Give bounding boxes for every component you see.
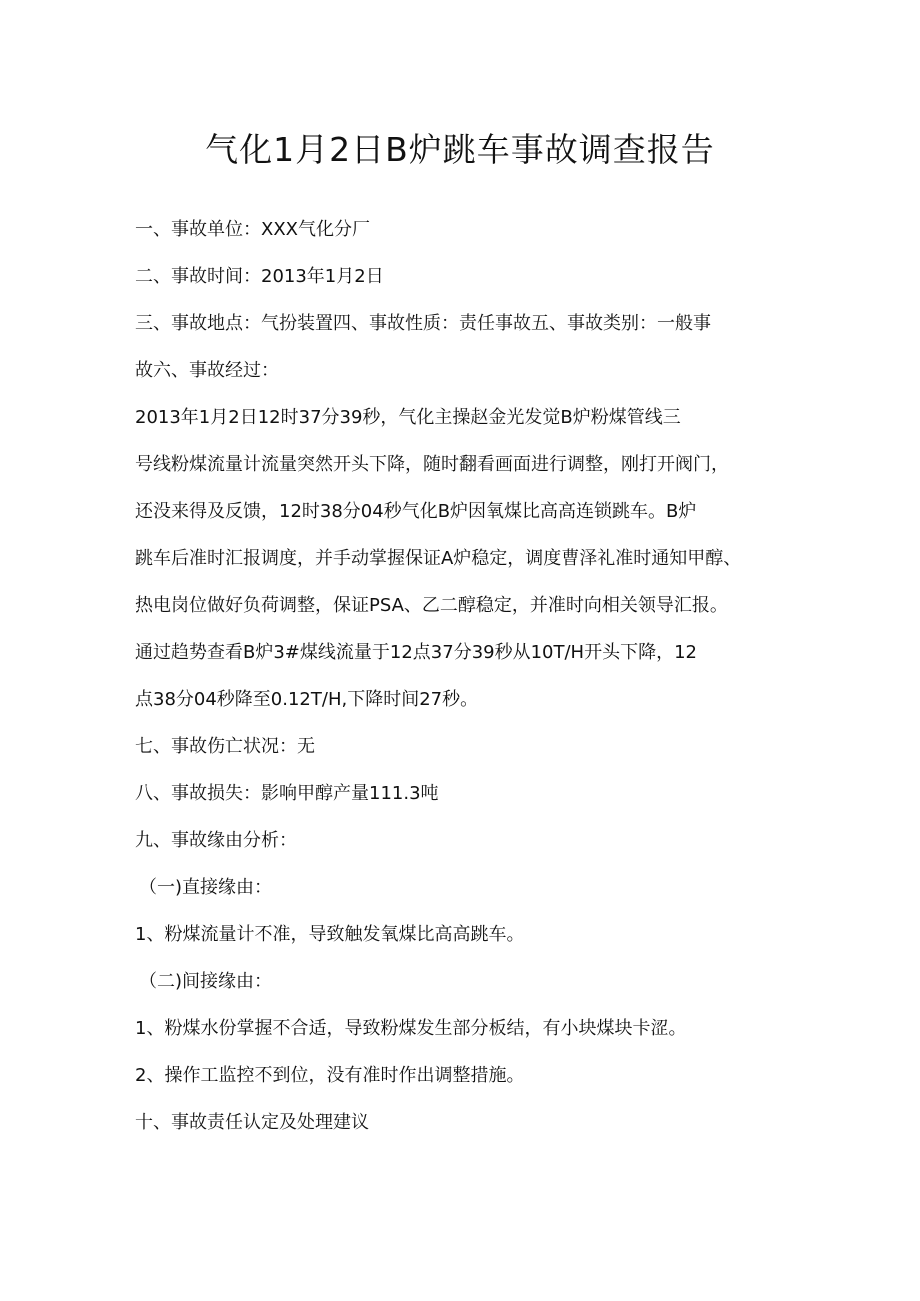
paragraph-line: 通过趋势查看B炉3#煤线流量于12点37分39秒从10T/H开头下降，12 (135, 642, 697, 663)
subsection-indirect-cause: （二)间接缘由： (139, 971, 273, 992)
document-body (135, 206, 800, 1146)
section-accident-process-heading: 故六、事故经过： (135, 360, 279, 381)
subsection-direct-cause: （一)直接缘由： (139, 877, 273, 898)
section-responsibility: 十、事故责任认定及处理建议 (135, 1112, 369, 1133)
paragraph-line: 2013年1月2日12时37分39秒，气化主操赵金光发觉B炉粉煤管线三 (135, 407, 681, 428)
indirect-cause-item-1: 1、粉煤水份掌握不合适，导致粉煤发生部分板结，有小块煤块卡涩。 (135, 1018, 687, 1039)
section-accident-time: 二、事故时间：2013年1月2日 (135, 266, 384, 287)
paragraph-line: 还没来得及反馈，12时38分04秒气化B炉因氧煤比高高连锁跳车。B炉 (135, 501, 697, 522)
section-cause-analysis: 九、事故缘由分析： (135, 830, 297, 851)
paragraph-line: 跳车后准时汇报调度，并手动掌握保证A炉稳定，调度曹泽礼准时通知甲醇、 (135, 548, 742, 569)
section-accident-unit: 一、事故单位：XXX气化分厂 (135, 219, 370, 240)
section-casualties: 七、事故伤亡状况：无 (135, 736, 315, 757)
section-losses: 八、事故损失：影响甲醇产量111.3吨 (135, 783, 439, 804)
paragraph-line: 点38分04秒降至0.12T/H,下降时间27秒。 (135, 689, 479, 710)
paragraph-line: 热电岗位做好负荷调整，保证PSA、乙二醇稳定，并准时向相关领导汇报。 (135, 595, 728, 616)
indirect-cause-item-2: 2、操作工监控不到位，没有准时作出调整措施。 (135, 1065, 525, 1086)
paragraph-line: 号线粉煤流量计流量突然开头下降，随时翻看画面进行调整，刚打开阀门， (135, 454, 729, 475)
direct-cause-item: 1、粉煤流量计不准，导致触发氧煤比高高跳车。 (135, 924, 525, 945)
document-title: 气化1月2日B炉跳车事故调查报告 (205, 130, 715, 169)
section-accident-location-nature-category: 三、事故地点：气扮装置四、事故性质：责任事故五、事故类别：一般事 (135, 313, 711, 334)
